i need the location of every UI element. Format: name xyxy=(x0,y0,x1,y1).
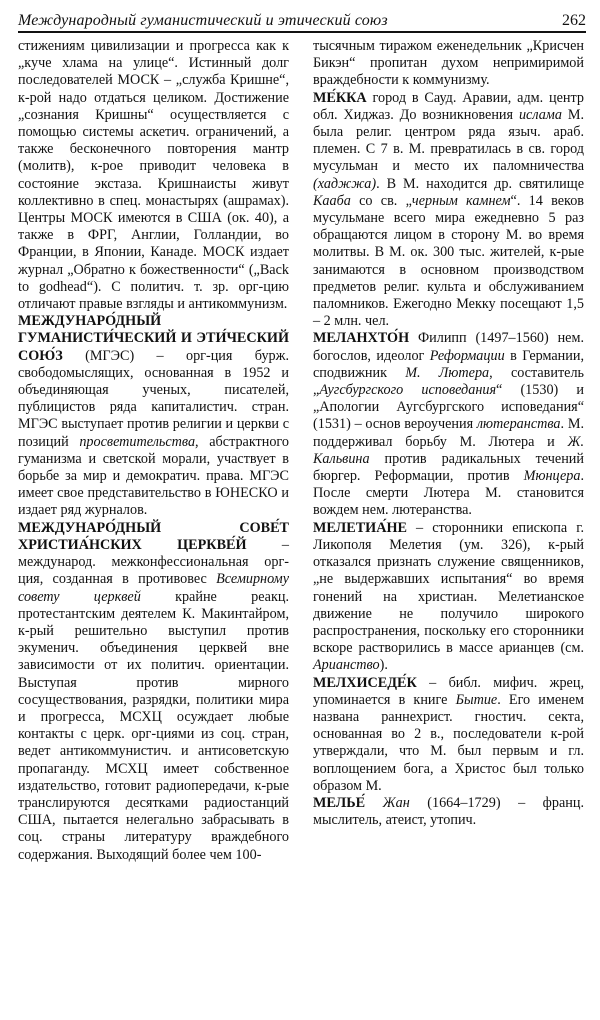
cross-reference: Кааба xyxy=(313,192,351,209)
entry-continuation-mosk xyxy=(18,38,289,313)
entry-text: в Германии, сподвижник xyxy=(313,347,585,381)
entry-mezhdunarodny-gumanistichesky-soyuz xyxy=(18,313,289,519)
entry-text: . М. поддерживал борьбу М. Лютера и xyxy=(313,416,584,450)
entry-headword: МЕЖДУНАРО́ДНЫЙ ГУМАНИСТИ́ЧЕСКИЙ И ЭТИ́ЧЕСКИЙ СОЮ́З xyxy=(18,313,289,364)
entry-text xyxy=(365,795,383,811)
cross-reference: лютеранства xyxy=(476,416,561,433)
entry-text: “ (1530) и „Апологии Аугсбургского исповедания“ (1531) – основ вероучения xyxy=(313,382,584,433)
text-columns xyxy=(18,38,586,864)
entry-text: (1664–1729) – франц. мыслитель, атеист, утопич. xyxy=(313,794,584,829)
entry-melie xyxy=(313,795,584,829)
cross-reference: Реформации xyxy=(429,347,505,364)
entry-text: против радикальных течений бюргер. Реформации, против xyxy=(313,450,584,485)
entry-text: со св. „ xyxy=(350,192,412,209)
entry-text: стижениям цивилизации и прогресса как к „куче хлама на улице“. Истинный долг последователей МОСК – „служба Кришне“, к-рой надо отдаться целиком. Достижение „сознания Кришны“ осуществляется с помощью системы аскетич. ограничений, а также бесконечного повторения мантр (молитв), к-рое приводит человека в состояние экстаза. Кришнаисты живут коллективно в спец. монастырях (ашрамах). Центры МОСК имеются в США (ок. 40), а также в ФРГ, Англии, Голландии, во Франции, в Японии, Канаде. МОСК издает журнал „Обратно к божественности“ („Back to godhead“). С политич. т. зр. орг-цию отличают правые взгляды и антикоммунизм. xyxy=(18,38,289,313)
cross-reference: М. Лютера xyxy=(405,364,490,381)
entry-text: ). xyxy=(379,657,388,674)
entry-headword: МЕЛЬЕ́ xyxy=(313,794,366,811)
entry-text: (МГЭС) – орг-ция бурж. свободомыслящих, основанная в 1952 и объединяющая ученых, писателей, публицистов ряда капиталистич. стран. МГЭС выступает против религии и церкви с позиций xyxy=(18,347,289,450)
entry-text: – библ. мифич. жрец, упоминается в книге xyxy=(313,674,584,708)
entry-text: тысячным тиражом еженедельник „Крисчен Бикэн“ пропитан духом непримиримой враждебности к коммунизму. xyxy=(313,38,584,89)
page-number: 262 xyxy=(562,12,586,29)
entry-headword: МЕЛЕТИА́НЕ xyxy=(313,519,407,536)
entry-headword: МЕЛАНХТО́Н xyxy=(313,330,410,347)
cross-reference: просветительства xyxy=(79,433,196,450)
entry-text: Филипп (1497–1560) нем. богослов, идеолог xyxy=(313,330,584,364)
entry-text: . Его именем названа раннехрист. гностич. секта, основанная во 2 в., последователи к-рой утверждали, что М. был первым и гл. воплощением бога, а Христос был только образом М. xyxy=(313,691,585,794)
entry-headword: МЕ́ККА xyxy=(313,89,367,106)
cross-reference: Аугсбургского исповедания xyxy=(319,382,497,399)
running-title: Международный гуманистический и этический союз xyxy=(18,12,388,29)
entry-text: крайне реакц. протестантским деятелем К. Макинтайром, к-рый решительно выступил против экуменич. объединения церквей вне зависимости от их политич. ориентации. Выступая против мирного сосуществования, разрядки, политики мира и прогресса, МСХЦ осуждает любые контакты с церк. орг-циями из соц. стран, ведет антикоммунистич. и антисоветскую пропаганду. МСХЦ имеет собственное издательство, готовит радиопередачи, к-рые транслируются десятками радиостанций США, пытается нелегально забрасывать в соц. страны литературу враждебного содержания. Выходящий более чем 100- xyxy=(18,588,289,863)
entry-text: “. 14 веков мусульмане всего мира ежедневно 5 раз обращаются лицом в сторону М. во время молитвы. В М. ок. 300 тыс. жителей, к-рые занимаются в основном производством предметов религ. культа и обслуживанием паломников. Ежегодно Мекку посещают 1,5 – 2 млн. чел. xyxy=(313,192,584,330)
person-name: Жан xyxy=(382,794,410,811)
entry-headword: МЕЛХИСЕДЕ́К xyxy=(313,674,417,691)
entry-text: город в Сауд. Аравии, адм. центр обл. Хиджаз. До возникновения xyxy=(313,89,584,123)
cross-reference: (хаджжа) xyxy=(313,175,377,192)
entry-continuation-mshc xyxy=(313,38,584,90)
cross-reference: Бытие xyxy=(455,691,498,708)
entry-text: М. была религ. центром ряда языч. араб. племен. С 7 в. М. превратилась в св. город мусульман и место их паломничества xyxy=(313,106,584,175)
cross-reference: ислама xyxy=(518,106,562,123)
entry-text: . После смерти Лютера М. становится вождем нем. лютеранства. xyxy=(313,468,584,519)
right-column xyxy=(313,38,584,864)
entry-meletiane xyxy=(313,520,584,675)
entry-mekka xyxy=(313,90,584,331)
entry-text: , абстрактного гуманизма и светской морали, участвует в борьбе за мир и демократич. права. МГЭС имеет свое представительство в ЮНЕСКО и издает ряд журналов. xyxy=(18,433,289,519)
entry-text: . В М. находится др. святилище xyxy=(376,175,584,192)
entry-headword: МЕЖДУНАРО́ДНЫЙ СОВЕ́Т ХРИСТИА́НСКИХ ЦЕРКВЕ́Й xyxy=(18,519,289,553)
cross-reference: Всемирному совету церквей xyxy=(18,571,289,605)
cross-reference: Мюнцера xyxy=(523,468,581,485)
left-column xyxy=(18,38,289,864)
cross-reference: Ж. Кальвина xyxy=(313,433,584,467)
entry-melanchthon xyxy=(313,330,584,519)
cross-reference: черным камнем xyxy=(411,192,511,209)
entry-text: – сторонники епископа г. Ликополя Мелетия (ум. 326), к-рый отказался признать служение священников, „не выдержавших испытания“ во время гонений на христиан. Мелетианское движение не получило широкого распространения, поскольку его сторонники вскоре растворились в массе арианцев (см. xyxy=(313,519,584,657)
entry-text: , составитель „ xyxy=(313,364,584,399)
entry-text: – международ. межконфессиональная орг-ция, созданная в противовес xyxy=(18,536,290,588)
entry-melkhisedek xyxy=(313,675,584,795)
cross-reference: Арианство xyxy=(313,657,380,674)
running-head xyxy=(18,12,586,33)
entry-mezhdunarodny-sovet-tserkvey xyxy=(18,520,289,864)
